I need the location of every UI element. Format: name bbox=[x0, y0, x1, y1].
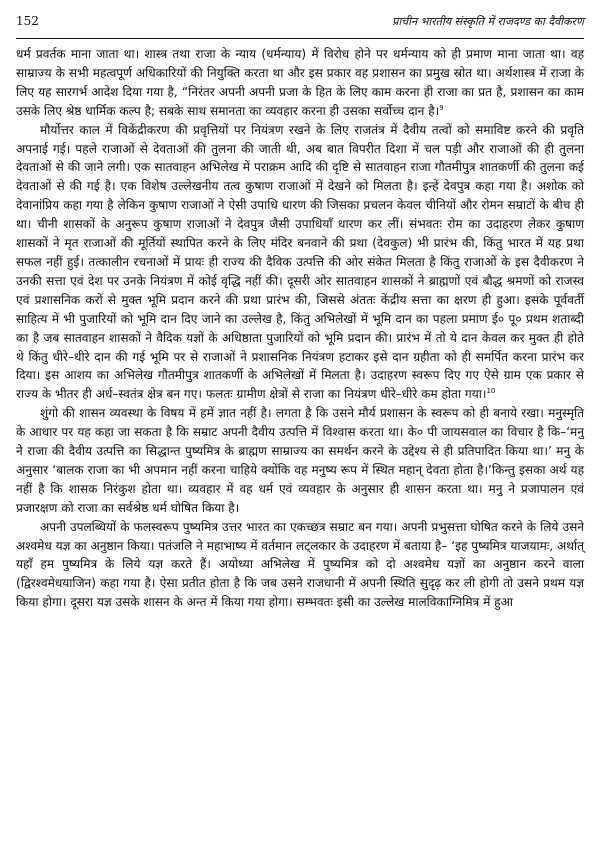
paragraph-2 bbox=[16, 121, 584, 405]
paragraph-text: शुंगो की शासन व्यवस्था के विषय में हमें ज्ञात नहीं है। लगता है कि उसने मौर्य प्रशासन के स्वरूप को ही बनाये रखा। मनुस्मृति के आधार पर यह कहा जा सकता है कि सम्राट अपनी दैवीय उत्पत्ति में विश्वास करता था। के० पी जायसवाल का विचार है कि–‘मनु ने राजा की दैवीय उत्पत्ति का सिद्धान्त पुष्यमित्र के ब्राह्मण साम्राज्य का समर्थन करने के उद्देश्य से ही प्रतिपादित किया था।’ मनु के अनुसार ‘बालक राजा का भी अपमान नहीं करना चाहिये क्योंकि वह मनुष्य रूप में स्थित महान् देवता होता है।’किन्तु इसका अर्थ यह नहीं है कि शासक निरंकुश होता था। व्यवहार में वह धर्म एवं व्यवहार के अनुसार ही शासन करता था। मनु ने प्रजापालन एवं प्रजारक्षण को राजा का सर्वश्रेष्ठ धर्म घोषित किया है। bbox=[16, 406, 584, 515]
footnote-marker: 10 bbox=[486, 387, 496, 396]
header-rule bbox=[16, 38, 584, 39]
page-header bbox=[16, 14, 584, 34]
paragraph-text: धर्म प्रवर्तक माना जाता था। शास्त्र तथा राजा के न्याय (धर्मन्याय) में विरोध होने पर धर्मन्याय को ही प्रमाण माना जाता था। वह साम्राज्य के सभी महत्वपूर्ण अधिकारियों की नियुक्ति करता था और इस प्रकार वह प्रशासन का प्रमुख स्रोत था। अर्थशास्त्र में राजा के लिए यह सारगर्भ आदेश दिया गया है, “निरंतर अपनी अपनी प्रजा के हित के लिए काम करना ही राजा का प्रत है, प्रशासन का काम उसके लिए श्रेष्ठ धार्मिक कल्प है; सबके साथ समानता का व्यवहार करना ही उसका सर्वोच्च दान है। bbox=[16, 47, 584, 118]
paragraph-1 bbox=[16, 45, 584, 121]
running-title: प्राचीन भारतीय संस्कृति में राजदण्ड का दैवीकरण bbox=[392, 15, 584, 28]
paragraph-text: मौर्योत्तर काल में विकेंद्रीकरण की प्रवृत्तियों पर नियंत्रण रखने के लिए राजतंत्र में दैवीय तत्वों को समाविष्ट करने की प्रवृति अपनाई गई। पहले राजाओं से देवताओं की तुलना की जाती थी, अब बात विपरीत दिशा में चल पड़ी और राजाओं की ही तुलना देवताओं से की जाने लगी। एक सातवाहन अभिलेख में पराक्रम आदि की दृष्टि से सातवाहन राजा गौतमीपुत्र शातकर्णी की तुलना कई देवताओं से की गई है। एक विशेष उल्लेखनीय तत्व कुषाण राजाओं में देखने को मिलता है। इन्हें देवपुत्र कहा गया है। अशोक को देवानांप्रिय कहा गया है लेकिन कुषाण राजाओं ने ऐसी उपाधि धारण की जिसका प्रचलन केवल चीनियों और रोमन सम्राटों के बीच ही था। चीनी शासकों के अनुरूप कुषाण राजाओं ने देवपुत्र जैसी उपाधियाँ धारण कर लीं। संभवतः रोम का उदाहरण लेकर कुषाण शासकों ने मृत राजाओं की मूर्तियों स्थापित करने के लिए मंदिर बनवाने की प्रथा (देवकुल) भी प्रारंभ की, किंतु भारत में यह प्रथा सफल नहीं हुई। तत्कालीन रचनाओं में प्रायः ही राज्य की दैविक उत्पत्ति की ओर संकेत मिलता है किंतु राजाओं के इस दैवीकरण ने उनकी सत्ता एवं देश पर उनके नियंत्रण में कोई वृद्धि नहीं की। दूसरी ओर सातवाहन शासकों ने ब्राह्मणों एवं बौद्ध श्रमणों को राजस्व एवं प्रशासनिक करों से मुक्त भूमि प्रदान करने की प्रथा प्रारंभ की, जिससे अंततः केंद्रीय सत्ता का क्षरण ही हुआ। इसके पूर्ववर्ती साहित्य में भी पुजारियों को भूमि दान दिए जाने का उल्लेख है, किंतु अभिलेखों में भूमि दान का पहला प्रमाण ई० पू० प्रथम शताब्दी का है जब सातवाहन शासकों ने वैदिक यज्ञों के अधिष्ठाता पुजारियों को भूमि प्रदान की। प्रारंभ में तो ये दान केवल कर मुक्त ही होते थे किंतु धीरे–धीरे दान की गई भूमि पर से राजाओं ने प्रशासनिक नियंत्रण हटाकर इसे दान ग्रहीता को ही समर्पित करना प्रारंभ कर दिया। इस आशय का अभिलेख गौतमीपुत्र शातकर्णी के अभिलेखों में मिलता है। उदाहरण स्वरूप दिए गए ऐसे ग्राम एक प्रकार से राज्य के भीतर ही अर्ध–स्वतंत्र क्षेत्र बन गए। फलतः ग्रामीण क्षेत्रों से राजा का नियंत्रण धीरे–धीरे कम होता गया। bbox=[16, 122, 585, 402]
footnote-marker: 9 bbox=[439, 103, 444, 112]
paragraph-text: अपनी उपलब्धियों के फलस्वरूप पुष्यमित्र उत्तर भारत का एकच्छत्र सम्राट बन गया। अपनी प्रभुसत्ता घोषित करने के लिये उसने अश्वमेध यज्ञ का अनुष्ठान किया। पतंजलि ने महाभाष्य में वर्तमान लट्लकार के उदाहरण में बताया है– ‘इह पुष्यमित्र याजयामः, अर्थात् यहाँ हम पुष्यमित्र के लिये यज्ञ करते हैं। अयोध्या अभिलेख में पुष्यमित्र को दो अश्वमेध यज्ञों का अनुष्ठान करने वाला (द्विरश्वमेधयाजिन) कहा गया है। ऐसा प्रतीत होता है कि जब उसने राजधानी में अपनी स्थिति सुदृढ़ कर ली होगी तो उसने प्रथम यज्ञ किया होगा। दूसरा यज्ञ उसके शासन के अन्त में किया गया होगा। सम्भवतः इसी का उल्लेख मालविकाग्निमित्र में हुआ bbox=[16, 519, 584, 610]
paragraph-4 bbox=[16, 518, 584, 613]
body-text bbox=[16, 45, 584, 612]
paragraph-3 bbox=[16, 404, 584, 517]
page-number: 152 bbox=[16, 14, 39, 28]
